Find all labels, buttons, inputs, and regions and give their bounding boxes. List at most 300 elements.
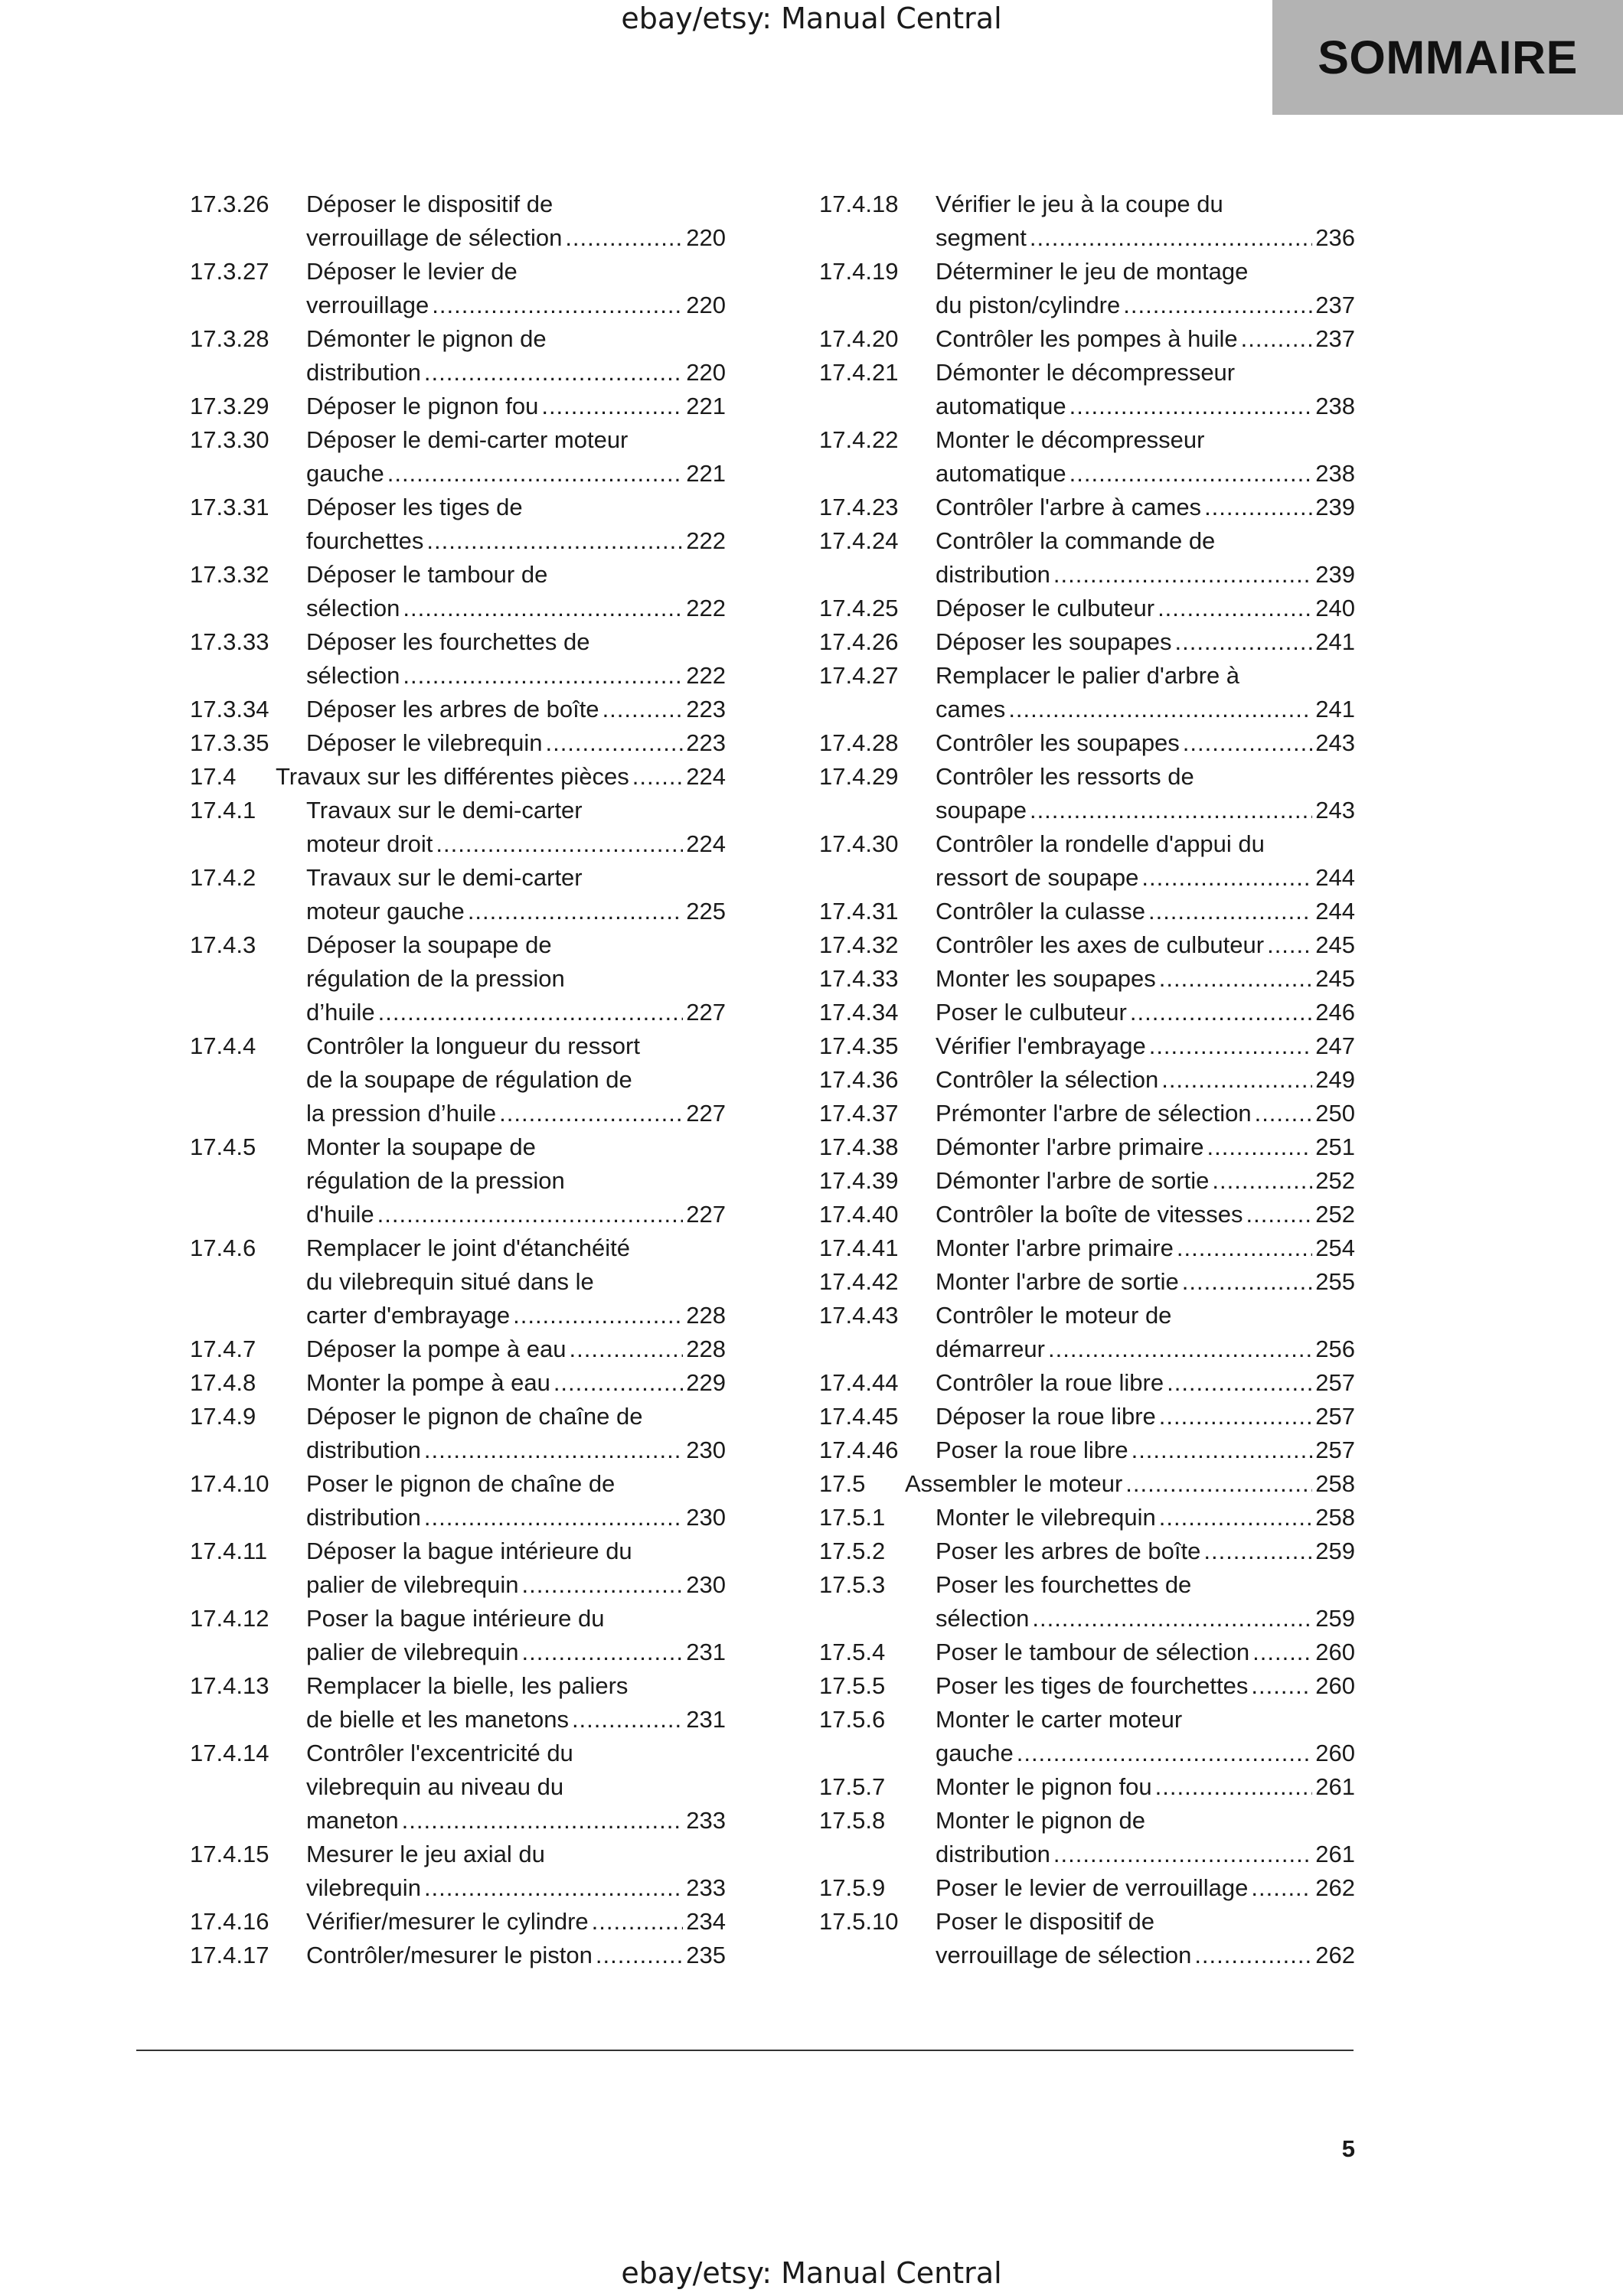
toc-entry-title: soupape [936,797,1027,823]
toc-entry-title: du piston/cylindre [936,292,1121,318]
dot-leader [436,827,683,861]
toc-entry-page: 254 [1315,1234,1355,1261]
toc-entry-title: d'huile [306,1201,374,1228]
toc-entry-title: Contrôler l'excentricité du [306,1740,573,1766]
dot-leader [1149,1029,1312,1063]
dot-leader [1267,928,1312,962]
toc-entry-title: Contrôler la longueur du ressort [306,1032,640,1059]
toc-entry-number: 17.4.22 [819,426,899,453]
dot-leader [1069,457,1312,491]
dot-leader [1252,1636,1312,1669]
toc-entry-number: 17.5.3 [819,1571,886,1598]
toc-entry-title: Remplacer la bielle, les paliers [306,1672,629,1699]
toc-entry-number: 17.4.40 [819,1201,899,1228]
toc-entry [190,861,726,928]
toc-entry-page: 238 [1315,393,1355,419]
dot-leader [1125,1467,1312,1501]
toc-entry-number: 17.4.33 [819,965,899,992]
toc-entry-title: Contrôler la commande de [936,527,1216,554]
toc-entry-title: Déposer les fourchettes de [306,628,590,655]
dot-leader [1161,1063,1312,1097]
toc-entry [190,1029,726,1130]
toc-entry-title: Vérifier/mesurer le cylindre [306,1908,589,1935]
toc-entry [190,1366,726,1400]
toc-entry-title: gauche [306,460,384,487]
dot-leader [513,1299,683,1332]
toc-entry-title: Vérifier l'embrayage [936,1032,1146,1059]
toc-entry-page: 234 [686,1908,726,1935]
toc-entry-title: palier de vilebrequin [306,1639,519,1665]
toc-entry-title: gauche [936,1740,1014,1766]
toc-entry-page: 258 [1315,1504,1355,1531]
toc-entry [819,1097,1355,1130]
dot-leader [572,1703,683,1737]
toc-entry [819,1198,1355,1231]
toc-entry-page: 245 [1315,965,1355,992]
toc-entry-number: 17.4.19 [819,258,899,285]
toc-entry-title: Monter le pignon de [936,1807,1146,1834]
toc-entry-page: 227 [686,1201,726,1228]
toc-entry [190,625,726,693]
toc-entry-title: Vérifier le jeu à la coupe du [936,191,1223,217]
toc-entry-page: 246 [1315,999,1355,1026]
toc-entry-page: 241 [1315,628,1355,655]
toc-entry-title: vilebrequin au niveau du [306,1773,564,1800]
toc-entry-number: 17.5.6 [819,1706,886,1733]
dot-leader [1159,1501,1312,1534]
toc-entry-title: Poser les arbres de boîte [936,1538,1201,1564]
toc-entry-title: Contrôler les pompes à huile [936,325,1238,352]
toc-entry-title: Monter la pompe à eau [306,1369,550,1396]
dot-leader [1032,1602,1312,1636]
toc-entry-number: 17.4.17 [190,1942,269,1968]
toc-entry-title: Prémonter l'arbre de sélection [936,1100,1252,1127]
toc-entry-number: 17.4.26 [819,628,899,655]
toc-entry-title: palier de vilebrequin [306,1571,519,1598]
toc-entry-number: 17.3.26 [190,191,269,217]
toc-entry-page: 228 [686,1336,726,1362]
toc-entry-title: de la soupape de régulation de [306,1066,632,1093]
toc-entry [819,524,1355,592]
toc-entry-title: Monter l'arbre primaire [936,1234,1174,1261]
toc-column-right [819,188,1355,1972]
toc-entry-page: 230 [686,1571,726,1598]
toc-entry-number: 17.4.32 [819,931,899,958]
toc-entry-number: 17.5.2 [819,1538,886,1564]
dot-leader [1203,1534,1312,1568]
dot-leader [632,760,683,794]
dot-leader [521,1636,683,1669]
toc-entry [819,625,1355,659]
toc-entry-title: Contrôler la culasse [936,898,1145,925]
toc-entry-page: 241 [1315,696,1355,722]
toc-entry-title: Travaux sur le demi-carter [306,864,583,891]
toc-entry-page: 233 [686,1807,726,1834]
toc-entry [819,356,1355,423]
toc-entry-title: Déposer la soupape de [306,931,552,958]
dot-leader [1123,289,1312,322]
toc-entry [819,423,1355,491]
toc-entry-number: 17.4.27 [819,662,899,689]
toc-entry-title: ressort de soupape [936,864,1139,891]
dot-leader [1030,221,1312,255]
toc-entry [819,592,1355,625]
toc-entry-page: 235 [686,1942,726,1968]
dot-leader [424,1501,683,1534]
dot-leader [426,524,683,558]
dot-leader [387,457,683,491]
toc-entry-number: 17.4.43 [819,1302,899,1329]
toc-entry [190,491,726,558]
toc-entry-number: 17.5.8 [819,1807,886,1834]
toc-entry-title: vilebrequin [306,1874,421,1901]
toc-entry-title: Déterminer le jeu de montage [936,258,1249,285]
toc-entry-page: 247 [1315,1032,1355,1059]
toc-entry [819,1871,1355,1905]
toc-entry-number: 17.4.5 [190,1133,256,1160]
toc-entry-title: Poser le tambour de sélection [936,1639,1250,1665]
toc-entry [190,1231,726,1332]
toc-entry [819,1534,1355,1568]
toc-entry-title: Démonter l'arbre de sortie [936,1167,1210,1194]
toc-entry-title: verrouillage de sélection [306,224,563,251]
toc-entry [819,1231,1355,1265]
toc-entry-title: Contrôler/mesurer le piston [306,1942,593,1968]
toc-entry-page: 238 [1315,460,1355,487]
dot-leader [1053,558,1312,592]
toc-entry-title: automatique [936,393,1066,419]
toc-entry-number: 17.4.6 [190,1234,256,1261]
toc-entry-title: Contrôler la boîte de vitesses [936,1201,1243,1228]
toc-entry-title: distribution [936,1841,1050,1867]
footer-divider [136,2050,1354,2051]
toc-entry [190,1602,726,1669]
toc-entry-number: 17.4.9 [190,1403,256,1430]
toc-entry [819,1063,1355,1097]
toc-entry [190,760,726,794]
toc-entry-title: Monter le vilebrequin [936,1504,1156,1531]
toc-entry-number: 17.4.24 [819,527,899,554]
dot-leader [1141,861,1312,895]
dot-leader [1159,1400,1312,1433]
dot-leader [1167,1366,1312,1400]
toc-entry-title: Déposer la bague intérieure du [306,1538,632,1564]
toc-entry-number: 17.4.38 [819,1133,899,1160]
toc-entry-page: 252 [1315,1167,1355,1194]
toc-entry-number: 17.4.14 [190,1740,269,1766]
toc-entry [190,794,726,861]
toc-entry-number: 17.3.29 [190,393,269,419]
toc-entry-page: 224 [686,763,726,790]
toc-entry-page: 225 [686,898,726,925]
toc-entry [190,693,726,726]
dot-leader [1177,1231,1312,1265]
toc-entry-title: Déposer la pompe à eau [306,1336,567,1362]
toc-entry-page: 240 [1315,595,1355,621]
toc-entry [819,1467,1355,1501]
toc-entry-title: Déposer le pignon fou [306,393,539,419]
toc-entry-page: 260 [1315,1740,1355,1766]
toc-entry-page: 224 [686,830,726,857]
toc-entry-title: Monter le carter moteur [936,1706,1183,1733]
toc-entry-number: 17.4.12 [190,1605,269,1632]
toc-entry-page: 227 [686,999,726,1026]
toc-entry [190,322,726,390]
toc-entry [819,1366,1355,1400]
toc-entry-number: 17.4.16 [190,1908,269,1935]
toc-entry-number: 17.5.7 [819,1773,886,1800]
toc-entry-page: 230 [686,1504,726,1531]
section-tab [1272,0,1623,115]
toc-entry-number: 17.3.32 [190,561,269,588]
dot-leader [424,1871,683,1905]
toc-entry-number: 17.4.25 [819,595,899,621]
toc-entry-title: Déposer le pignon de chaîne de [306,1403,643,1430]
dot-leader [1048,1332,1312,1366]
toc-entry-title: automatique [936,460,1066,487]
watermark-bottom: ebay/etsy: Manual Central [621,2256,1002,2290]
toc-entry-number: 17.4.36 [819,1066,899,1093]
toc-entry [190,255,726,322]
toc-entry-title: Monter la soupape de [306,1133,536,1160]
toc-entry [819,255,1355,322]
toc-entry [819,996,1355,1029]
toc-entry-number: 17.4.41 [819,1234,899,1261]
toc-entry [819,1669,1355,1703]
toc-entry-page: 259 [1315,1605,1355,1632]
dot-leader [424,356,683,390]
toc-entry [190,188,726,255]
toc-entry [190,1905,726,1939]
toc-entry [819,1568,1355,1636]
toc-entry-number: 17.4.10 [190,1470,269,1497]
toc-entry-title: Déposer le vilebrequin [306,729,543,756]
toc-entry-page: 227 [686,1100,726,1127]
toc-entry-title: Déposer la roue libre [936,1403,1156,1430]
toc-entry-title: verrouillage de sélection [936,1942,1192,1968]
dot-leader [1053,1838,1312,1871]
dot-leader [565,221,683,255]
toc-entry-number: 17.3.31 [190,494,269,520]
toc-entry-title: Déposer les tiges de [306,494,523,520]
toc-entry [819,726,1355,760]
dot-leader [424,1433,683,1467]
toc-entry-title: Contrôler les soupapes [936,729,1180,756]
dot-leader [603,693,683,726]
dot-leader [1155,1770,1312,1804]
dot-leader [554,1366,683,1400]
toc-entry-page: 222 [686,527,726,554]
toc-entry [819,1636,1355,1669]
toc-entry [819,928,1355,962]
dot-leader [541,390,683,423]
toc-entry-title: carter d'embrayage [306,1302,511,1329]
toc-entry-page: 259 [1315,1538,1355,1564]
toc-entry-number: 17.4.37 [819,1100,899,1127]
toc-entry-title: Contrôler les axes de culbuteur [936,931,1265,958]
toc-entry-number: 17.4.4 [190,1032,256,1059]
toc-entry-title: Contrôler le moteur de [936,1302,1172,1329]
toc-entry-title: distribution [306,1504,421,1531]
toc-entry-page: 231 [686,1639,726,1665]
toc-entry-number: 17.4.11 [190,1538,268,1564]
toc-entry-number: 17.4.18 [819,191,899,217]
page-number: 5 [1341,2135,1355,2162]
toc-entry-title: sélection [936,1605,1030,1632]
toc-entry-page: 250 [1315,1100,1355,1127]
toc-entry [819,827,1355,895]
toc-entry-number: 17.4.2 [190,864,256,891]
toc-entry-number: 17.3.35 [190,729,269,756]
toc-entry-title: Poser le culbuteur [936,999,1127,1026]
toc-entry-title: segment [936,224,1027,251]
toc-entry-title: la pression d’huile [306,1100,497,1127]
toc-entry-title: Déposer les soupapes [936,628,1172,655]
toc-entry [819,659,1355,726]
toc-entry-number: 17.5.9 [819,1874,886,1901]
toc-entry-number: 17.4.7 [190,1336,256,1362]
dot-leader [1212,1164,1312,1198]
toc-entry-title: Poser le dispositif de [936,1908,1155,1935]
toc-entry-number: 17.3.33 [190,628,269,655]
dot-leader [1207,1130,1312,1164]
toc-entry-page: 262 [1315,1942,1355,1968]
toc-entry-number: 17.4.30 [819,830,899,857]
toc-entry-page: 223 [686,729,726,756]
toc-entry [819,1433,1355,1467]
toc-entry-title: Monter le décompresseur [936,426,1205,453]
toc-entry-title: Contrôler l'arbre à cames [936,494,1202,520]
toc-entry-page: 252 [1315,1201,1355,1228]
toc-entry-title: fourchettes [306,527,424,554]
toc-entry [819,1299,1355,1366]
toc-entry-number: 17.4.20 [819,325,899,352]
dot-leader [1130,996,1312,1029]
toc-entry [819,1400,1355,1433]
toc-entry-title: Déposer le levier de [306,258,518,285]
toc-entry [819,1770,1355,1804]
toc-entry-number: 17.4.35 [819,1032,899,1059]
toc-entry-title: Monter les soupapes [936,965,1156,992]
toc-entry-title: cames [936,696,1006,722]
toc-entry-page: 257 [1315,1437,1355,1463]
dot-leader [570,1332,683,1366]
toc-entry [819,1501,1355,1534]
dot-leader [1030,794,1312,827]
toc-entry [819,1164,1355,1198]
toc-entry [190,1467,726,1534]
dot-leader [1204,491,1312,524]
toc-entry-page: 257 [1315,1369,1355,1396]
dot-leader [1255,1097,1312,1130]
toc-entry-title: Travaux sur les différentes pièces [276,763,629,790]
dot-leader [377,1198,683,1231]
toc-entry-page: 233 [686,1874,726,1901]
dot-leader [1069,390,1312,423]
toc-entry-page: 239 [1315,494,1355,520]
toc-entry [819,1804,1355,1871]
toc-entry-number: 17.5 [819,1470,866,1497]
dot-leader [1132,1433,1312,1467]
toc-entry-number: 17.4.15 [190,1841,269,1867]
toc-entry [190,1669,726,1737]
toc-entry [819,1265,1355,1299]
toc-entry-title: Travaux sur le demi-carter [306,797,583,823]
toc-entry-page: 262 [1315,1874,1355,1901]
toc-entry-number: 17.4.23 [819,494,899,520]
dot-leader [1159,962,1312,996]
toc-entry-page: 230 [686,1437,726,1463]
toc-entry-page: 245 [1315,931,1355,958]
toc-entry-page: 256 [1315,1336,1355,1362]
toc-entry-page: 220 [686,359,726,386]
dot-leader [378,996,683,1029]
toc-entry-number: 17.4 [190,763,237,790]
dot-leader [592,1905,683,1939]
toc-entry-page: 249 [1315,1066,1355,1093]
toc-entry [819,895,1355,928]
dot-leader [468,895,683,928]
dot-leader [1183,726,1312,760]
toc-entry [819,1130,1355,1164]
dot-leader [1241,322,1312,356]
dot-leader [521,1568,683,1602]
toc-entry [190,1332,726,1366]
toc-entry-title: Remplacer le palier d'arbre à [936,662,1240,689]
toc-entry-page: 231 [686,1706,726,1733]
toc-entry [819,760,1355,827]
toc-entry-number: 17.5.1 [819,1504,886,1531]
toc-entry [819,1029,1355,1063]
toc-entry [190,1939,726,1972]
toc-entry [190,1534,726,1602]
toc-entry [819,491,1355,524]
dot-leader [499,1097,683,1130]
toc-entry-title: régulation de la pression [306,965,565,992]
dot-leader [1174,625,1312,659]
toc-entry-number: 17.3.30 [190,426,269,453]
toc-entry [190,1838,726,1905]
toc-entry [190,1130,726,1231]
toc-entry-number: 17.4.21 [819,359,899,386]
toc-entry-title: maneton [306,1807,399,1834]
dot-leader [402,1804,683,1838]
toc-entry-title: Poser la bague intérieure du [306,1605,605,1632]
toc-entry [190,928,726,1029]
toc-entry-number: 17.4.39 [819,1167,899,1194]
toc-entry [190,1737,726,1838]
toc-entry-number: 17.3.27 [190,258,269,285]
section-tab-label: SOMMAIRE [1318,31,1578,83]
toc-entry-title: régulation de la pression [306,1167,565,1194]
toc-entry-page: 229 [686,1369,726,1396]
toc-entry-number: 17.4.28 [819,729,899,756]
toc-entry-title: démarreur [936,1336,1045,1362]
toc-entry-title: Monter le pignon fou [936,1773,1152,1800]
toc-entry-title: Déposer les arbres de boîte [306,696,599,722]
toc-entry [190,390,726,423]
dot-leader [1148,895,1312,928]
toc-entry-title: distribution [306,1437,421,1463]
dot-leader [545,726,683,760]
dot-leader [403,659,683,693]
toc-entry-number: 17.4.3 [190,931,256,958]
dot-leader [403,592,683,625]
toc-entry-page: 221 [686,393,726,419]
toc-entry-number: 17.4.31 [819,898,899,925]
toc-entry-title: Poser les tiges de fourchettes [936,1672,1249,1699]
toc-entry-number: 17.4.29 [819,763,899,790]
